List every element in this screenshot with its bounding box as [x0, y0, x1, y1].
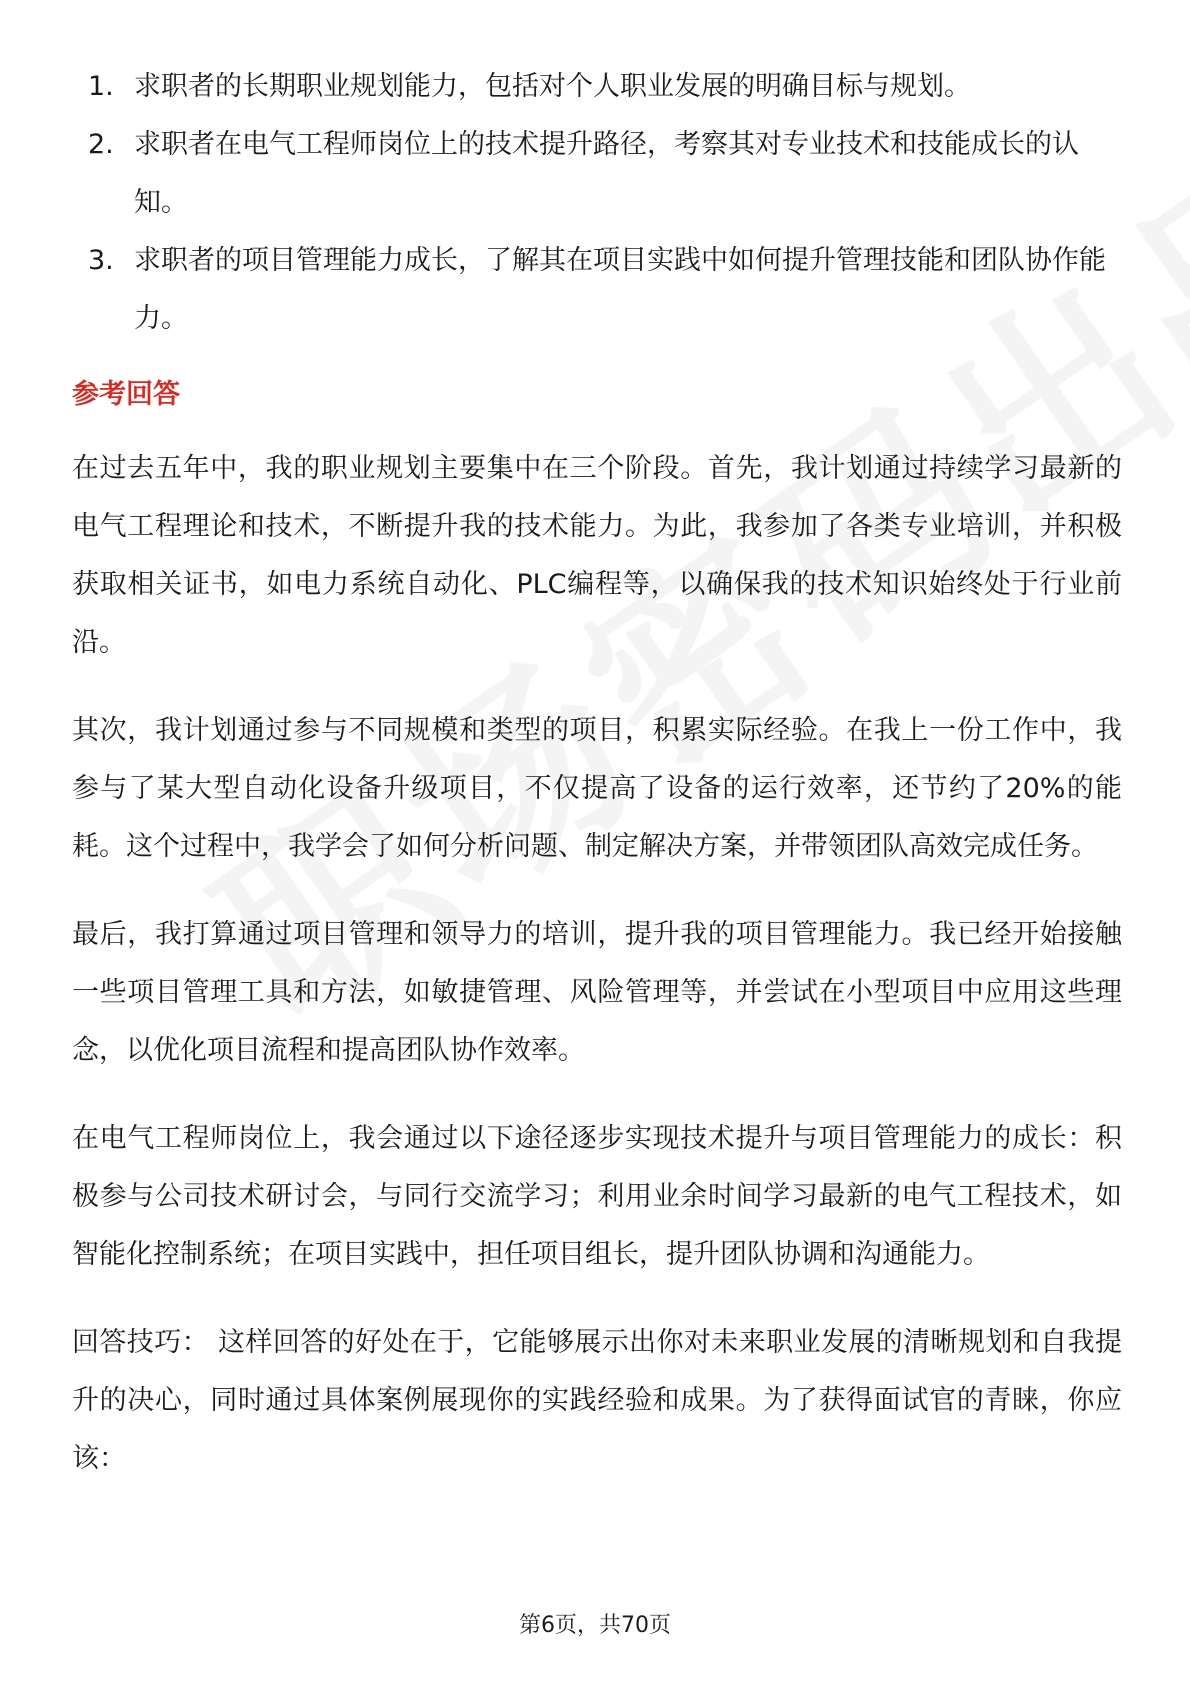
page-content [72, 58, 1122, 1515]
list-item [72, 232, 1122, 348]
list-item-text: 求职者的项目管理能力成长，了解其在项目实践中如何提升管理技能和团队协作能力。 [134, 245, 1106, 334]
answer-paragraph: 最后，我打算通过项目管理和领导力的培训，提升我的项目管理能力。我已经开始接触一些项目管理工具和方法，如敏捷管理、风险管理等，并尝试在小型项目中应用这些理念，以优化项目流程和提高团队协作效率。 [72, 919, 1122, 1066]
answer-paragraph: 在电气工程师岗位上，我会通过以下途径逐步实现技术提升与项目管理能力的成长：积极参与公司技术研讨会，与同行交流学习；利用业余时间学习最新的电气工程技术，如智能化控制系统；在项目实践中，担任项目组长，提升团队协调和沟通能力。 [72, 1123, 1122, 1270]
list-item [72, 58, 1122, 116]
answer-tips-paragraph: 回答技巧： 这样回答的好处在于，它能够展示出你对未来职业发展的清晰规划和自我提升的决心，同时通过具体案例展现你的实践经验和成果。为了获得面试官的青睐，你应该： [72, 1327, 1122, 1474]
question-focus-list [72, 58, 1122, 348]
answer-paragraph: 其次，我计划通过参与不同规模和类型的项目，积累实际经验。在我上一份工作中，我参与了某大型自动化设备升级项目，不仅提高了设备的运行效率，还节约了20%的能耗。这个过程中，我学会了如何分析问题、制定解决方案，并带领团队高效完成任务。 [72, 715, 1122, 862]
section-title-reference-answer: 参考回答 [72, 379, 180, 410]
page-number: 第6页，共70页 [519, 1613, 671, 1638]
list-item-number: 2. [88, 129, 114, 160]
list-item-text: 求职者在电气工程师岗位上的技术提升路径，考察其对专业技术和技能成长的认知。 [134, 129, 1079, 218]
list-item [72, 116, 1122, 232]
list-item-number: 3. [88, 245, 114, 276]
answer-paragraph: 在过去五年中，我的职业规划主要集中在三个阶段。首先，我计划通过持续学习最新的电气工程理论和技术，不断提升我的技术能力。为此，我参加了各类专业培训，并积极获取相关证书，如电力系统自动化、PLC编程等，以确保我的技术知识始终处于行业前沿。 [72, 453, 1122, 658]
list-item-number: 1. [88, 71, 114, 102]
list-item-text: 求职者的长期职业规划能力，包括对个人职业发展的明确目标与规划。 [134, 71, 971, 102]
